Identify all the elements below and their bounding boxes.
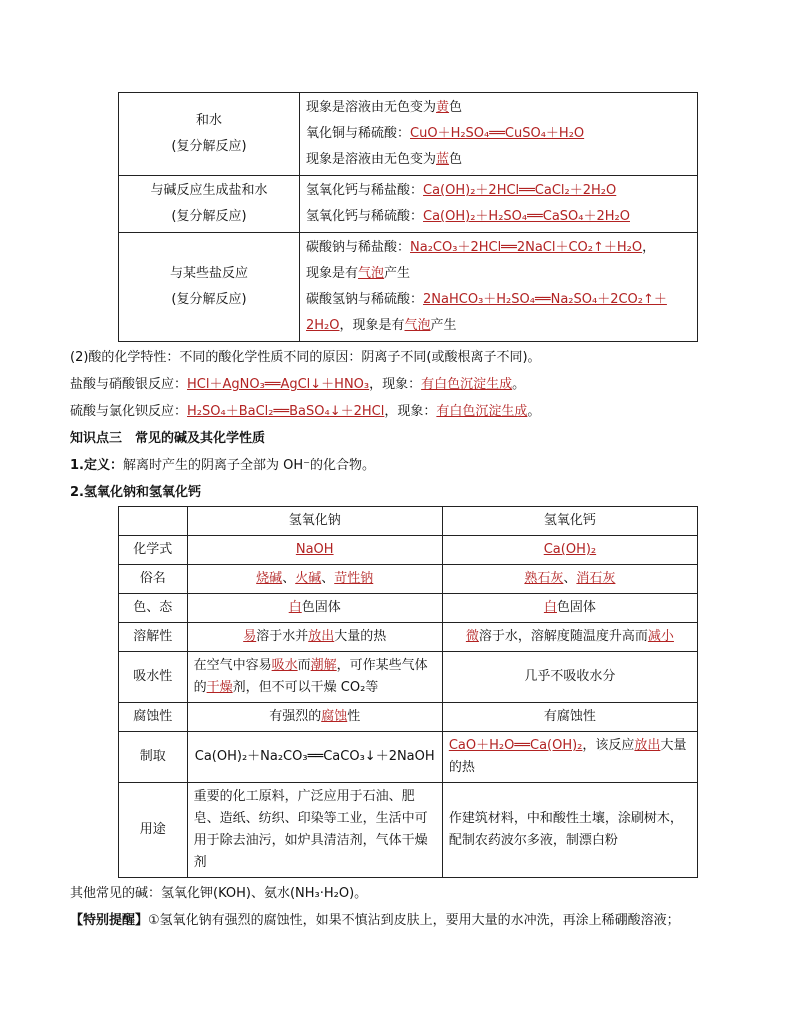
reaction-detail-line [306,204,691,230]
detail-answer: Na₂CO₃＋2HCl══2NaCl＋CO₂↑＋H₂O [410,240,643,255]
detail-answer: 黄 [436,100,450,115]
cell-text: 、 [321,571,335,586]
answer-text: Ca(OH)₂ [543,542,597,557]
detail-text: 碳酸氢钠与稀硫酸： [306,292,424,307]
reaction-detail-cell [300,176,698,233]
answer-text: NaOH [295,542,334,557]
answer-text: 干燥 [206,680,233,695]
detail-text: 现象是有 [306,266,359,281]
reaction-detail-cell [300,233,698,342]
acid-specific-note: (2)酸的化学特性：不同的酸化学性质不同的原因：阴离子不同(或酸根离子不同)。 [70,350,541,365]
reaction-detail-line [306,235,691,261]
naoh-cell [187,732,442,783]
detail-text: 色 [449,152,463,167]
reaction-type-text: (复分解反应) [171,292,247,307]
property-label: 用途 [119,783,188,878]
caoh-cell [442,565,697,594]
table-row [119,536,698,565]
answer-text: CaO＋H₂O══Ca(OH)₂ [448,738,583,753]
table-row [119,732,698,783]
reaction-detail-line [306,261,691,287]
answer-text: 潮解 [310,658,337,673]
answer-text: 烧碱 [256,571,283,586]
detail-text: 氢氧化钙与稀硫酸： [306,209,424,224]
answer-text: 放出 [634,738,661,753]
detail-text: 产生 [384,266,411,281]
caoh-cell [442,652,697,703]
property-label: 吸水性 [119,652,188,703]
property-label: 俗名 [119,565,188,594]
table-row [119,233,698,342]
detail-answer: Ca(OH)₂＋2HCl══CaCl₂＋2H₂O [423,183,617,198]
naoh-cell [187,652,442,703]
detail-text: 现象是溶液由无色变为 [306,152,437,167]
subsection-title: 2.氢氧化钠和氢氧化钙 [70,485,201,500]
naoh-cell [187,565,442,594]
reaction-type-cell [119,176,300,233]
special-tip-line: 【特别提醒】①氢氧化钠有强烈的腐蚀性，如果不慎沾到皮肤上，要用大量的水冲洗，再涂上稀硼酸溶液； [70,913,680,928]
reaction-detail-line [306,95,691,121]
caoh-cell [442,594,697,623]
detail-text: 氧化铜与稀硫酸： [306,126,411,141]
reaction-detail-line [306,121,691,147]
table-row [119,93,698,176]
caoh-cell [442,623,697,652]
cell-text: Ca(OH)₂＋Na₂CO₃══CaCO₃↓＋2NaOH [194,749,435,764]
cell-text: 作建筑材料，中和酸性土壤，涂刷树木，配制农药波尔多液，制漂白粉 [448,811,683,848]
page-content [70,92,730,934]
property-label: 化学式 [119,536,188,565]
detail-answer: 气泡 [358,266,385,281]
answer-text: 放出 [308,629,335,644]
table-row [119,703,698,732]
detail-text: 产生 [430,318,457,333]
cell-text: 几乎不吸收水分 [524,669,616,684]
h2so4-bacl2-line: 硫酸与氯化钡反应：H₂SO₄＋BaCl₂══BaSO₄↓＋2HCl，现象：有白色沉淀生成。 [70,404,541,419]
base-comparison-table [118,506,698,878]
answer-text: 白 [543,600,557,615]
cell-text: 有强烈的 [269,709,322,724]
cell-text: 性 [347,709,361,724]
naoh-cell [187,536,442,565]
cell-text: 剂，但不可以干燥 CO₂等 [232,680,379,695]
answer-text: 苛性钠 [334,571,374,586]
reaction-detail-line [306,313,691,339]
naoh-cell [187,703,442,732]
property-label: 溶解性 [119,623,188,652]
naoh-cell [187,783,442,878]
answer-text: 微 [465,629,479,644]
naoh-cell [187,623,442,652]
naoh-cell [187,594,442,623]
caoh-cell [442,536,697,565]
section-title: 知识点三 常见的碱及其化学性质 [70,431,266,446]
cell-text: 、 [563,571,577,586]
detail-answer: Ca(OH)₂＋H₂SO₄══CaSO₄＋2H₂O [423,209,630,224]
caoh-cell [442,703,697,732]
cell-text: 大量的热 [448,738,687,775]
property-label: 色、态 [119,594,188,623]
detail-answer: CuO＋H₂SO₄══CuSO₄＋H₂O [410,126,585,141]
answer-text: 白 [288,600,302,615]
table-row [119,623,698,652]
detail-answer: 蓝 [436,152,450,167]
header-cell [119,507,188,536]
reaction-type-text: 与某些盐反应 [169,266,248,281]
cell-text: 在空气中容易 [193,658,272,673]
answer-text: 腐蚀 [321,709,348,724]
detail-answer: 2H₂O [306,318,340,333]
cell-text: 重要的化工原料，广泛应用于石油、肥皂、造纸、纺织、印染等工业，生活中可用于除去油污，如炉具清洁剂，气体干燥剂 [193,789,428,870]
reaction-type-text: (复分解反应) [171,209,247,224]
header-row [119,507,698,536]
caoh-cell [442,783,697,878]
cell-text: 、 [282,571,296,586]
definition-line: 1.定义：解离时产生的阴离子全部为 OH⁻的化合物。 [70,458,375,473]
reaction-detail-line [306,147,691,173]
cell-text: ，该反应 [582,738,635,753]
cell-text: 有腐蚀性 [543,709,596,724]
other-bases-line: 其他常见的碱：氢氧化钾(KOH)、氨水(NH₃·H₂O)。 [70,886,368,901]
reaction-detail-cell [300,93,698,176]
table-row [119,594,698,623]
detail-answer: 2NaHCO₃＋H₂SO₄══Na₂SO₄＋2CO₂↑＋ [423,292,667,307]
table-row [119,783,698,878]
answer-text: 吸水 [271,658,298,673]
header-cell: 氢氧化钠 [187,507,442,536]
cell-text: 色固体 [301,600,341,615]
table-row [119,565,698,594]
cell-text: 而 [297,658,311,673]
cell-text: ，可作某些气体的 [193,658,428,695]
reaction-detail-line [306,178,691,204]
property-label: 制取 [119,732,188,783]
cell-text: 溶于水并 [256,629,309,644]
detail-text: 色 [449,100,463,115]
cell-text: 溶于水，溶解度随温度升高而 [478,629,648,644]
cell-text: 色固体 [556,600,596,615]
table-row [119,652,698,703]
cell-text: 大量的热 [334,629,387,644]
hcl-agno3-line: 盐酸与硝酸银反应：HCl＋AgNO₃══AgCl↓＋HNO₃，现象：有白色沉淀生成。 [70,377,526,392]
answer-text: 熟石灰 [524,571,564,586]
reaction-detail-line [306,287,691,313]
answer-text: 消石灰 [576,571,616,586]
reaction-type-cell [119,93,300,176]
reaction-type-cell [119,233,300,342]
detail-answer: 气泡 [404,318,431,333]
table-row [119,176,698,233]
detail-text: ，现象是有 [339,318,405,333]
answer-text: 减小 [647,629,674,644]
reaction-type-text: (复分解反应) [171,139,247,154]
reaction-type-text: 和水 [195,113,222,128]
reaction-type-text: 与碱反应生成盐和水 [150,183,268,198]
detail-text: ， [642,240,656,255]
answer-text: 易 [243,629,257,644]
acid-properties-table [118,92,698,342]
detail-text: 碳酸钠与稀盐酸： [306,240,411,255]
property-label: 腐蚀性 [119,703,188,732]
caoh-cell [442,732,697,783]
detail-text: 氢氧化钙与稀盐酸： [306,183,424,198]
answer-text: 火碱 [295,571,322,586]
detail-text: 现象是溶液由无色变为 [306,100,437,115]
header-cell: 氢氧化钙 [442,507,697,536]
